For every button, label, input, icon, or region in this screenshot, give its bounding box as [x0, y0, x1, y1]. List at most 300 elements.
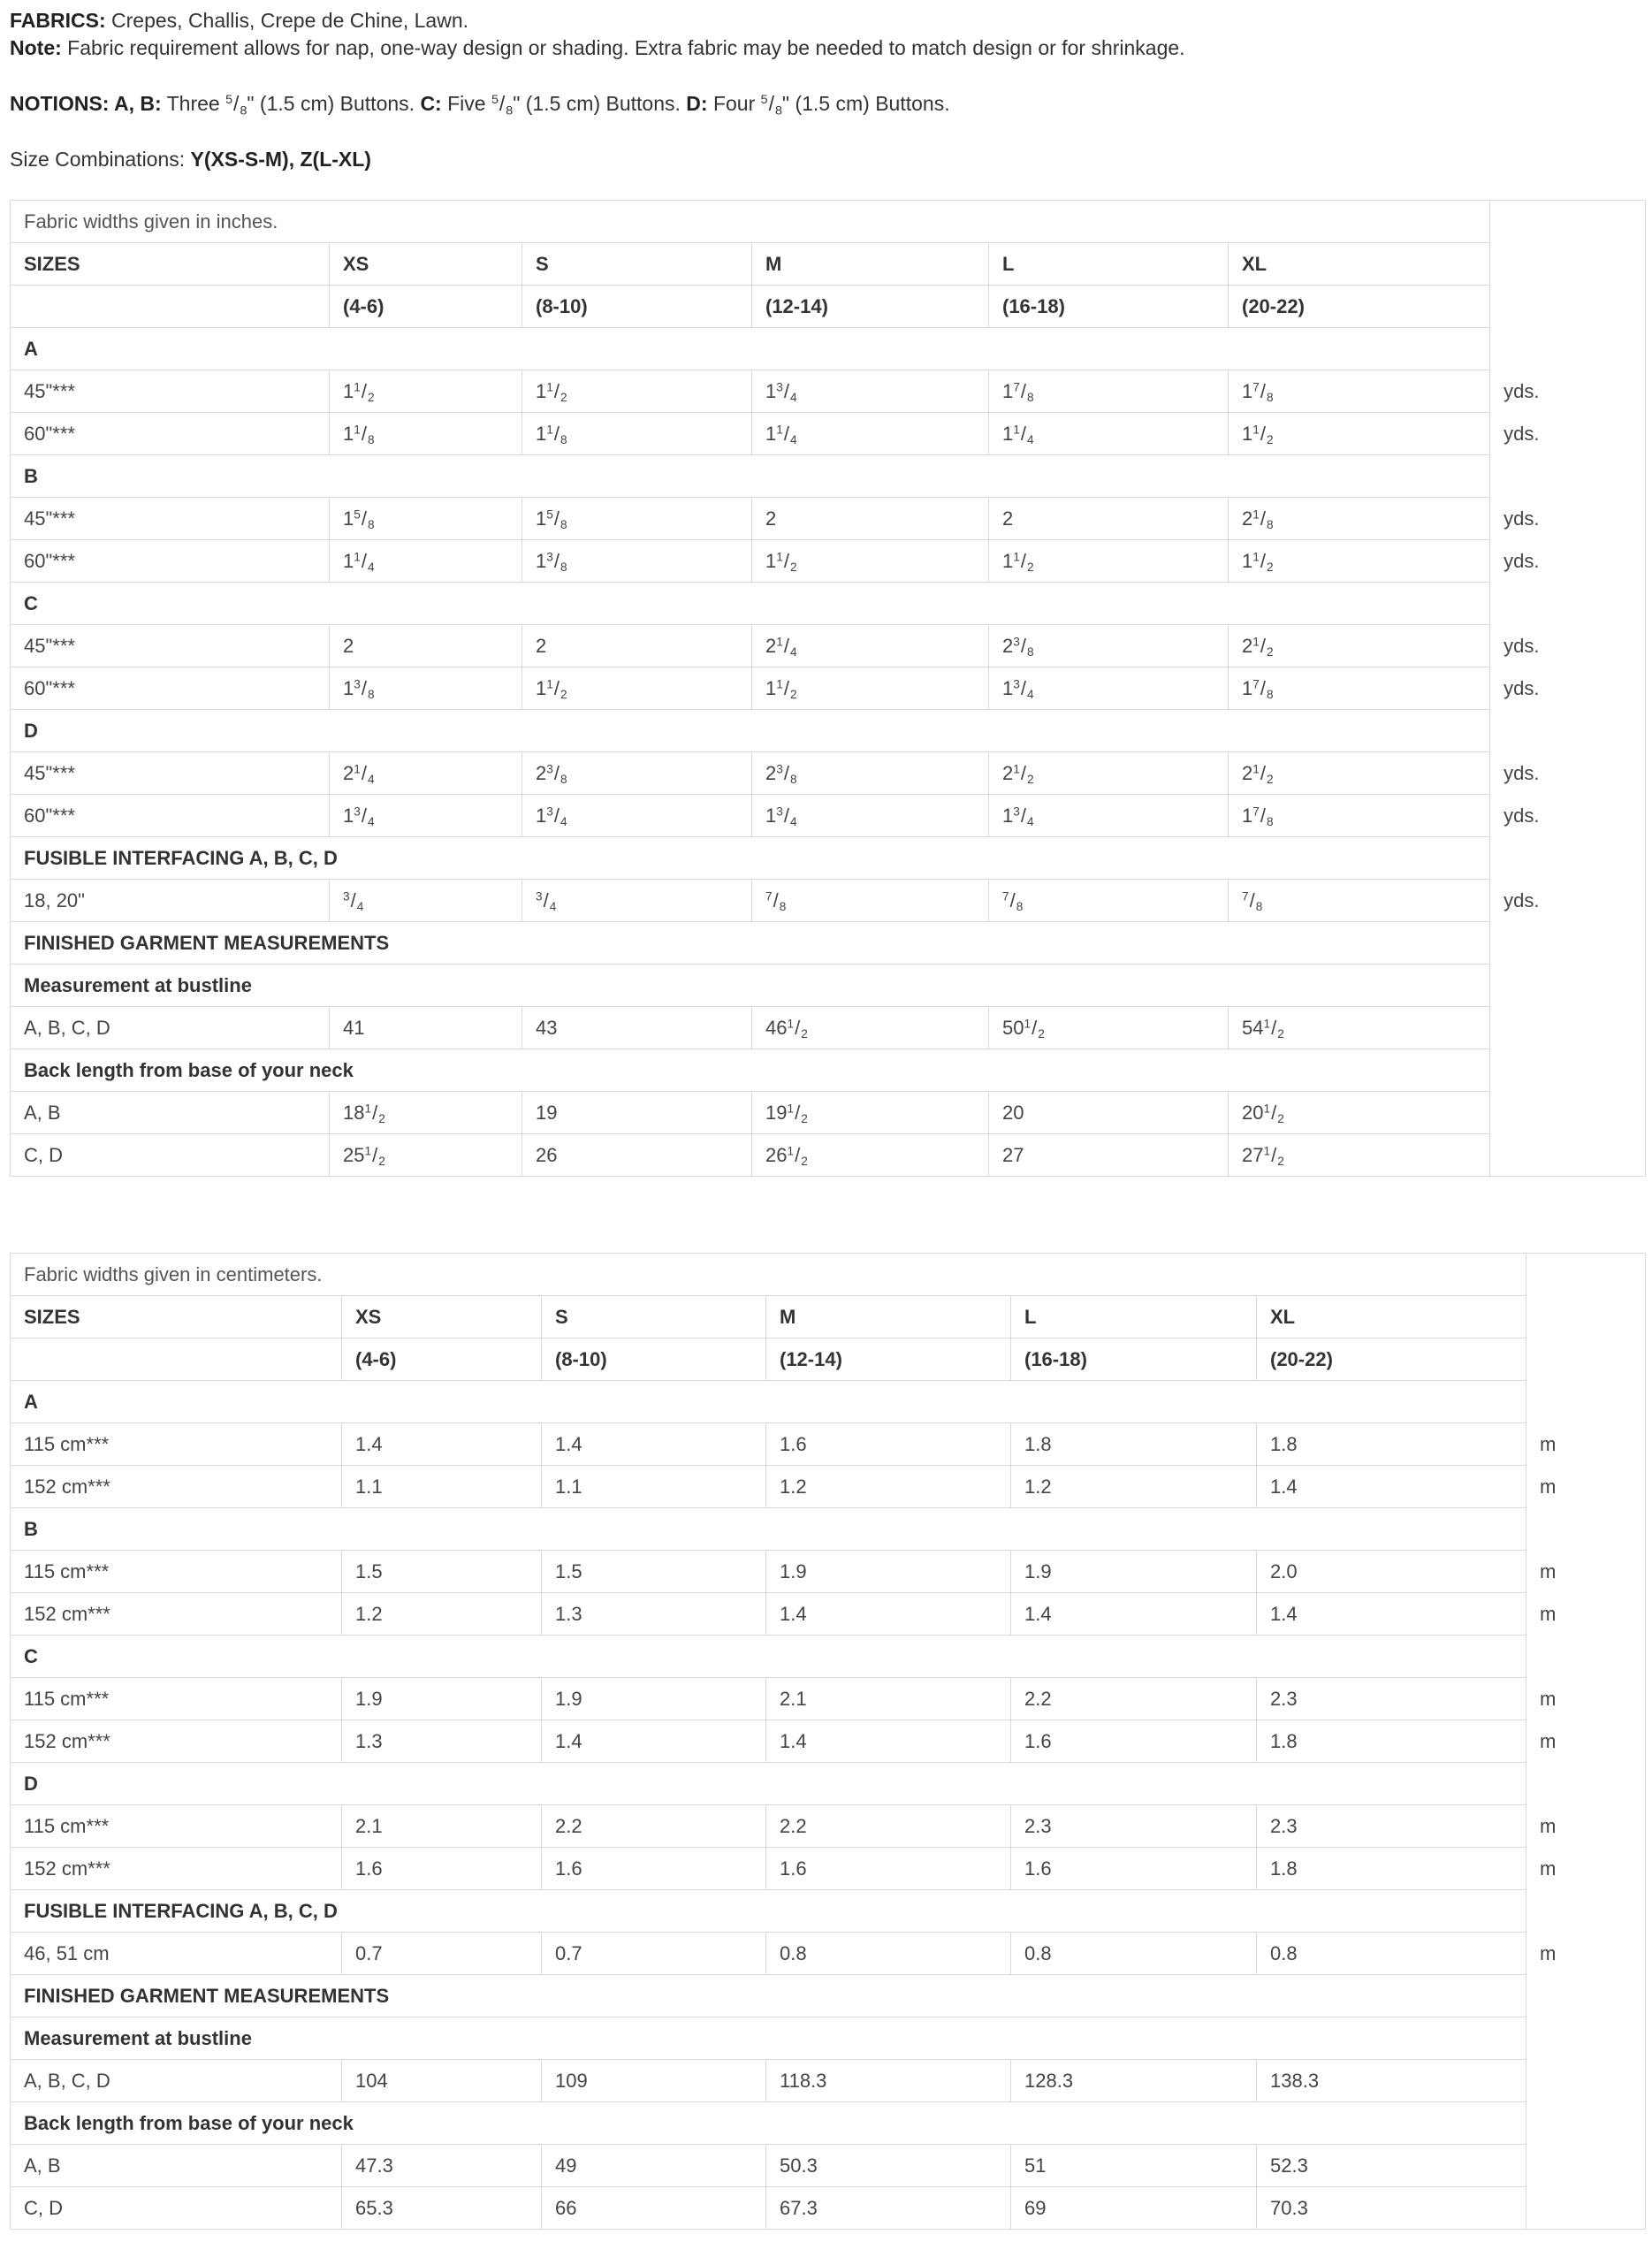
value-cell-s: 66 — [542, 2187, 766, 2230]
back-length-heading-cell: Back length from base of your neck — [11, 2102, 1526, 2145]
row-label: 152 cm*** — [11, 1848, 342, 1890]
table-caption-cell: Fabric widths given in inches. — [11, 201, 1490, 243]
size-name: XS — [330, 243, 522, 286]
row-label: 115 cm*** — [11, 1423, 342, 1466]
size-range: (20-22) — [1229, 286, 1490, 328]
button-size-text: " (1.5 cm) Buttons. — [781, 92, 950, 115]
fraction-value: $1^1/_2$ — [536, 379, 567, 404]
size-name: M — [766, 1296, 1011, 1338]
fraction-value: $1^1/_2$ — [765, 549, 797, 574]
value-cell-m: 2.2 — [766, 1805, 1011, 1848]
value-cell-m — [752, 625, 989, 667]
row-label: 18, 20" — [11, 880, 330, 922]
unit-cell: m — [1526, 1933, 1646, 1975]
value-cell-s — [522, 795, 752, 837]
value-cell-l: 69 — [1011, 2187, 1257, 2230]
fabrics-label: FABRICS: — [10, 9, 106, 32]
yardage-row — [11, 1551, 1646, 1593]
row-label: 60"*** — [11, 795, 330, 837]
unit-cell — [1526, 1636, 1646, 1678]
unit-cell — [1526, 1890, 1646, 1933]
view-heading-a — [11, 328, 1646, 370]
view-heading-a — [11, 1381, 1646, 1423]
bustline-heading-cell: Measurement at bustline — [11, 2017, 1526, 2060]
fraction-value: $1^7/_8$ — [1242, 379, 1274, 404]
view-heading-d — [11, 1763, 1646, 1805]
size-name: L — [1011, 1296, 1257, 1338]
notions-line — [10, 89, 950, 118]
value-cell-m: 1.6 — [766, 1423, 1011, 1466]
size-range: (4-6) — [330, 286, 522, 328]
unit-cell — [1490, 710, 1646, 752]
bustline-row — [11, 2060, 1646, 2102]
value-cell-xl: 1.8 — [1257, 1720, 1526, 1763]
unit-cell — [1490, 286, 1646, 328]
value-cell-xs — [330, 795, 522, 837]
row-label: 115 cm*** — [11, 1805, 342, 1848]
row-label: 45"*** — [11, 370, 330, 413]
size-name: S — [542, 1296, 766, 1338]
fraction-value: $1^3/_4$ — [765, 379, 797, 404]
size-range: (20-22) — [1257, 1338, 1526, 1381]
value-cell-s: 2.2 — [542, 1805, 766, 1848]
back-length-heading — [11, 1049, 1646, 1092]
row-label: C, D — [11, 2187, 342, 2230]
value-cell-m: 0.8 — [766, 1933, 1011, 1975]
size-range: (12-14) — [752, 286, 989, 328]
unit-cell: yds. — [1490, 540, 1646, 583]
unit-cell: yds. — [1490, 625, 1646, 667]
row-label: 60"*** — [11, 540, 330, 583]
size-range: (12-14) — [766, 1338, 1011, 1381]
interfacing-heading — [11, 1890, 1646, 1933]
view-heading-c-cell: C — [11, 583, 1490, 625]
value-cell-m: 67.3 — [766, 2187, 1011, 2230]
row-label: 60"*** — [11, 667, 330, 710]
fraction-value: $1^1/_2$ — [343, 379, 375, 404]
unit-cell — [1490, 583, 1646, 625]
bustline-heading — [11, 2017, 1646, 2060]
value-cell-m — [752, 752, 989, 795]
fraction-value: $2^1/_4$ — [343, 761, 375, 786]
value-cell-s — [522, 752, 752, 795]
sizes-header-row — [11, 243, 1646, 286]
view-heading-b — [11, 1508, 1646, 1551]
fraction-value: $2^3/_8$ — [1002, 634, 1034, 659]
notions-label: NOTIONS: A, B: — [10, 92, 162, 115]
interfacing-heading-cell: FUSIBLE INTERFACING A, B, C, D — [11, 837, 1490, 880]
back-length-row — [11, 1134, 1646, 1177]
size-name: M — [752, 243, 989, 286]
value-cell-xl — [1229, 540, 1490, 583]
back-length-heading-cell: Back length from base of your neck — [11, 1049, 1490, 1092]
value-cell-s: 43 — [522, 1007, 752, 1049]
value-cell-l: 51 — [1011, 2145, 1257, 2187]
row-label: A, B, C, D — [11, 1007, 330, 1049]
unit-cell — [1490, 328, 1646, 370]
fraction-value: $54^1/_2$ — [1242, 1016, 1284, 1041]
fraction-value: $46^1/_2$ — [765, 1016, 808, 1041]
unit-cell — [1490, 201, 1646, 243]
value-cell-m — [752, 1092, 989, 1134]
value-cell-l: 1.9 — [1011, 1551, 1257, 1593]
fraction-value: $19^1/_2$ — [765, 1101, 808, 1125]
value-cell-xl — [1229, 1092, 1490, 1134]
row-label: 60"*** — [11, 413, 330, 455]
value-cell-s: 49 — [542, 2145, 766, 2187]
value-cell-xl: 0.8 — [1257, 1933, 1526, 1975]
notions-d-count: Four — [712, 92, 756, 115]
unit-cell — [1526, 2017, 1646, 2060]
interfacing-row — [11, 1933, 1646, 1975]
value-cell-xl: 2.3 — [1257, 1678, 1526, 1720]
value-cell-l — [989, 795, 1229, 837]
button-size-text: " (1.5 cm) Buttons. — [513, 92, 681, 115]
size-name: XL — [1257, 1296, 1526, 1338]
bustline-heading — [11, 965, 1646, 1007]
view-heading-a-cell: A — [11, 1381, 1526, 1423]
yardage-row — [11, 1423, 1646, 1466]
value-cell-xs — [330, 752, 522, 795]
yardage-row — [11, 370, 1646, 413]
fraction-value: $1^7/_8$ — [1242, 676, 1274, 701]
fraction-value: $1^3/_4$ — [343, 804, 375, 828]
button-size-fraction: $^5/_8$ — [225, 92, 247, 118]
view-heading-b — [11, 455, 1646, 498]
sizes-label-empty — [11, 1338, 342, 1381]
yardage-row — [11, 752, 1646, 795]
fraction-value: $1^3/_4$ — [1002, 676, 1034, 701]
fraction-value: $1^3/_8$ — [536, 549, 567, 574]
view-heading-c — [11, 583, 1646, 625]
fraction-value: $2^3/_8$ — [536, 761, 567, 786]
fraction-value: $50^1/_2$ — [1002, 1016, 1045, 1041]
fraction-value: $2^1/_2$ — [1002, 761, 1034, 786]
value-cell-xs: 1.9 — [342, 1678, 542, 1720]
value-cell-xs: 1.6 — [342, 1848, 542, 1890]
value-cell-xl — [1229, 370, 1490, 413]
row-label: 115 cm*** — [11, 1551, 342, 1593]
button-size-text: " (1.5 cm) Buttons. — [247, 92, 415, 115]
value-cell-l: 27 — [989, 1134, 1229, 1177]
value-cell-l — [989, 413, 1229, 455]
value-cell-l — [989, 752, 1229, 795]
value-cell-s: 1.5 — [542, 1551, 766, 1593]
value-cell-m: 50.3 — [766, 2145, 1011, 2187]
value-cell-s — [522, 667, 752, 710]
yardage-row — [11, 1805, 1646, 1848]
sizes-label: SIZES — [11, 1296, 342, 1338]
row-label: 152 cm*** — [11, 1466, 342, 1508]
value-cell-xl: 1.8 — [1257, 1848, 1526, 1890]
fraction-value: $2^3/_8$ — [765, 761, 797, 786]
view-heading-d — [11, 710, 1646, 752]
value-cell-l: 1.8 — [1011, 1423, 1257, 1466]
fraction-value: $^3/_4$ — [343, 888, 364, 913]
unit-cell: m — [1526, 1466, 1646, 1508]
value-cell-xl — [1229, 413, 1490, 455]
value-cell-xl — [1229, 880, 1490, 922]
value-cell-m — [752, 880, 989, 922]
value-cell-m — [752, 540, 989, 583]
unit-cell: yds. — [1490, 752, 1646, 795]
yardage-row — [11, 1678, 1646, 1720]
value-cell-xl — [1229, 1007, 1490, 1049]
value-cell-xl: 138.3 — [1257, 2060, 1526, 2102]
size-range: (8-10) — [542, 1338, 766, 1381]
fraction-value: $1^1/_4$ — [765, 422, 797, 446]
value-cell-xl — [1229, 667, 1490, 710]
value-cell-xs: 1.2 — [342, 1593, 542, 1636]
fraction-value: $27^1/_2$ — [1242, 1143, 1284, 1168]
interfacing-heading — [11, 837, 1646, 880]
value-cell-xs: 1.5 — [342, 1551, 542, 1593]
value-cell-xs: 65.3 — [342, 2187, 542, 2230]
size-combinations-label: Size Combinations: — [10, 148, 186, 171]
fraction-value: $1^3/_8$ — [343, 676, 375, 701]
sizes-label-empty — [11, 286, 330, 328]
size-name: S — [522, 243, 752, 286]
unit-cell — [1526, 1975, 1646, 2017]
fraction-value: $^7/_8$ — [765, 888, 787, 913]
table-caption — [11, 1254, 1646, 1296]
note-text: Fabric requirement allows for nap, one-way design or shading. Extra fabric may be needed to match design or for shrinkage. — [67, 36, 1185, 59]
fraction-value: $2^1/_8$ — [1242, 507, 1274, 531]
row-label: 152 cm*** — [11, 1593, 342, 1636]
size-range: (8-10) — [522, 286, 752, 328]
value-cell-xl — [1229, 795, 1490, 837]
value-cell-s: 1.1 — [542, 1466, 766, 1508]
button-size-fraction: $^5/_8$ — [760, 92, 782, 118]
table-caption-cell: Fabric widths given in centimeters. — [11, 1254, 1526, 1296]
unit-cell — [1526, 2060, 1646, 2102]
value-cell-l: 1.4 — [1011, 1593, 1257, 1636]
value-cell-l: 1.6 — [1011, 1720, 1257, 1763]
value-cell-m — [752, 795, 989, 837]
row-label: A, B — [11, 1092, 330, 1134]
notions-c-label: C: — [420, 92, 442, 115]
view-heading-a-cell: A — [11, 328, 1490, 370]
value-cell-xs: 1.1 — [342, 1466, 542, 1508]
value-cell-s: 19 — [522, 1092, 752, 1134]
yardage-row — [11, 498, 1646, 540]
size-range: (16-18) — [1011, 1338, 1257, 1381]
value-cell-l: 128.3 — [1011, 2060, 1257, 2102]
unit-cell: yds. — [1490, 498, 1646, 540]
unit-cell — [1526, 2102, 1646, 2145]
value-cell-m: 1.2 — [766, 1466, 1011, 1508]
fraction-value: $^7/_8$ — [1002, 888, 1024, 913]
fraction-value: $1^3/_4$ — [536, 804, 567, 828]
fraction-value: $1^1/_2$ — [1002, 549, 1034, 574]
unit-cell — [1490, 243, 1646, 286]
value-cell-xs — [330, 370, 522, 413]
value-cell-xl — [1229, 752, 1490, 795]
finished-measurements-heading — [11, 1975, 1646, 2017]
unit-cell: yds. — [1490, 370, 1646, 413]
unit-cell — [1490, 1134, 1646, 1177]
value-cell-l — [989, 667, 1229, 710]
value-cell-s — [522, 880, 752, 922]
yardage-row — [11, 413, 1646, 455]
finished-measurements-heading-cell: FINISHED GARMENT MEASUREMENTS — [11, 1975, 1526, 2017]
fraction-value: $1^3/_4$ — [1002, 804, 1034, 828]
unit-cell: yds. — [1490, 795, 1646, 837]
value-cell-s: 0.7 — [542, 1933, 766, 1975]
unit-cell — [1490, 922, 1646, 965]
notions-ab-count: Three — [166, 92, 220, 115]
value-cell-l — [989, 880, 1229, 922]
unit-cell: yds. — [1490, 667, 1646, 710]
yardage-row — [11, 1593, 1646, 1636]
value-cell-m: 2.1 — [766, 1678, 1011, 1720]
fraction-value: $1^5/_8$ — [343, 507, 375, 531]
value-cell-xs: 2.1 — [342, 1805, 542, 1848]
row-label: 45"*** — [11, 752, 330, 795]
unit-cell: m — [1526, 1678, 1646, 1720]
fraction-value: $1^7/_8$ — [1002, 379, 1034, 404]
value-cell-m: 1.4 — [766, 1593, 1011, 1636]
size-combinations-line — [10, 145, 371, 173]
value-cell-xs — [330, 1092, 522, 1134]
fraction-value: $1^5/_8$ — [536, 507, 567, 531]
note-line — [10, 34, 1185, 62]
size-name: L — [989, 243, 1229, 286]
yardage-row — [11, 667, 1646, 710]
fraction-value: $25^1/_2$ — [343, 1143, 385, 1168]
centimeters-table-wrapper — [10, 1253, 1645, 2230]
fraction-value: $1^3/_4$ — [765, 804, 797, 828]
unit-cell — [1490, 455, 1646, 498]
value-cell-xs — [330, 498, 522, 540]
value-cell-xs: 104 — [342, 2060, 542, 2102]
yardage-row — [11, 1466, 1646, 1508]
unit-cell — [1490, 837, 1646, 880]
back-length-row — [11, 2145, 1646, 2187]
finished-measurements-heading-cell: FINISHED GARMENT MEASUREMENTS — [11, 922, 1490, 965]
value-cell-s — [522, 540, 752, 583]
fraction-value: $2^1/_2$ — [1242, 634, 1274, 659]
unit-cell: m — [1526, 1593, 1646, 1636]
size-name: XL — [1229, 243, 1490, 286]
unit-cell: m — [1526, 1720, 1646, 1763]
row-label: 45"*** — [11, 498, 330, 540]
fraction-value: $26^1/_2$ — [765, 1143, 808, 1168]
row-label: 46, 51 cm — [11, 1933, 342, 1975]
unit-cell — [1526, 1381, 1646, 1423]
unit-cell: yds. — [1490, 413, 1646, 455]
value-cell-m: 1.4 — [766, 1720, 1011, 1763]
value-cell-m: 1.9 — [766, 1551, 1011, 1593]
view-heading-b-cell: B — [11, 455, 1490, 498]
table-caption — [11, 201, 1646, 243]
value-cell-s: 26 — [522, 1134, 752, 1177]
value-cell-s — [522, 413, 752, 455]
value-cell-m: 1.6 — [766, 1848, 1011, 1890]
unit-cell — [1526, 1508, 1646, 1551]
value-cell-l: 2.3 — [1011, 1805, 1257, 1848]
fabrics-text: Crepes, Challis, Crepe de Chine, Lawn. — [111, 9, 468, 32]
value-cell-xl: 70.3 — [1257, 2187, 1526, 2230]
value-cell-xl: 1.4 — [1257, 1593, 1526, 1636]
size-name: XS — [342, 1296, 542, 1338]
value-cell-l: 1.2 — [1011, 1466, 1257, 1508]
value-cell-m — [752, 667, 989, 710]
unit-cell: m — [1526, 1551, 1646, 1593]
unit-cell — [1526, 1338, 1646, 1381]
unit-cell — [1526, 2145, 1646, 2187]
yardage-row — [11, 795, 1646, 837]
value-cell-s — [522, 370, 752, 413]
unit-cell — [1526, 1254, 1646, 1296]
button-size-fraction: $^5/_8$ — [491, 92, 514, 118]
row-label: A, B — [11, 2145, 342, 2187]
row-label: 152 cm*** — [11, 1720, 342, 1763]
value-cell-xl — [1229, 625, 1490, 667]
interfacing-heading-cell: FUSIBLE INTERFACING A, B, C, D — [11, 1890, 1526, 1933]
value-cell-xs: 2 — [330, 625, 522, 667]
value-cell-l — [989, 625, 1229, 667]
value-cell-l — [989, 1007, 1229, 1049]
value-cell-xs — [330, 413, 522, 455]
value-cell-m: 118.3 — [766, 2060, 1011, 2102]
value-cell-l — [989, 540, 1229, 583]
unit-cell — [1490, 965, 1646, 1007]
value-cell-l: 1.6 — [1011, 1848, 1257, 1890]
unit-cell — [1526, 2187, 1646, 2230]
view-heading-c-cell: C — [11, 1636, 1526, 1678]
size-range-row — [11, 1338, 1646, 1381]
size-range: (4-6) — [342, 1338, 542, 1381]
value-cell-s: 109 — [542, 2060, 766, 2102]
fraction-value: $1^1/_4$ — [1002, 422, 1034, 446]
row-label: 45"*** — [11, 625, 330, 667]
unit-cell — [1490, 1092, 1646, 1134]
fraction-value: $^7/_8$ — [1242, 888, 1263, 913]
unit-cell — [1526, 1763, 1646, 1805]
unit-cell: yds. — [1490, 880, 1646, 922]
fraction-value: $1^1/_4$ — [343, 549, 375, 574]
note-label: Note: — [10, 36, 62, 59]
interfacing-row — [11, 880, 1646, 922]
view-heading-b-cell: B — [11, 1508, 1526, 1551]
fraction-value: $1^1/_8$ — [343, 422, 375, 446]
fabrics-line — [10, 6, 468, 34]
fraction-value: $1^1/_2$ — [765, 676, 797, 701]
inches-table — [10, 200, 1646, 1177]
value-cell-xl: 52.3 — [1257, 2145, 1526, 2187]
yardage-row — [11, 1720, 1646, 1763]
row-label: A, B, C, D — [11, 2060, 342, 2102]
yardage-row — [11, 625, 1646, 667]
sizes-label: SIZES — [11, 243, 330, 286]
fraction-value: $1^1/_8$ — [536, 422, 567, 446]
notions-d-label: D: — [686, 92, 708, 115]
inches-table-wrapper — [10, 200, 1645, 1177]
cm-table — [10, 1253, 1646, 2230]
yardage-row — [11, 540, 1646, 583]
view-heading-c — [11, 1636, 1646, 1678]
value-cell-l: 20 — [989, 1092, 1229, 1134]
notions-c-count: Five — [447, 92, 486, 115]
value-cell-xl: 1.4 — [1257, 1466, 1526, 1508]
unit-cell: m — [1526, 1423, 1646, 1466]
sizes-header-row — [11, 1296, 1646, 1338]
bustline-row — [11, 1007, 1646, 1049]
value-cell-m: 2 — [752, 498, 989, 540]
back-length-heading — [11, 2102, 1646, 2145]
row-label: C, D — [11, 1134, 330, 1177]
